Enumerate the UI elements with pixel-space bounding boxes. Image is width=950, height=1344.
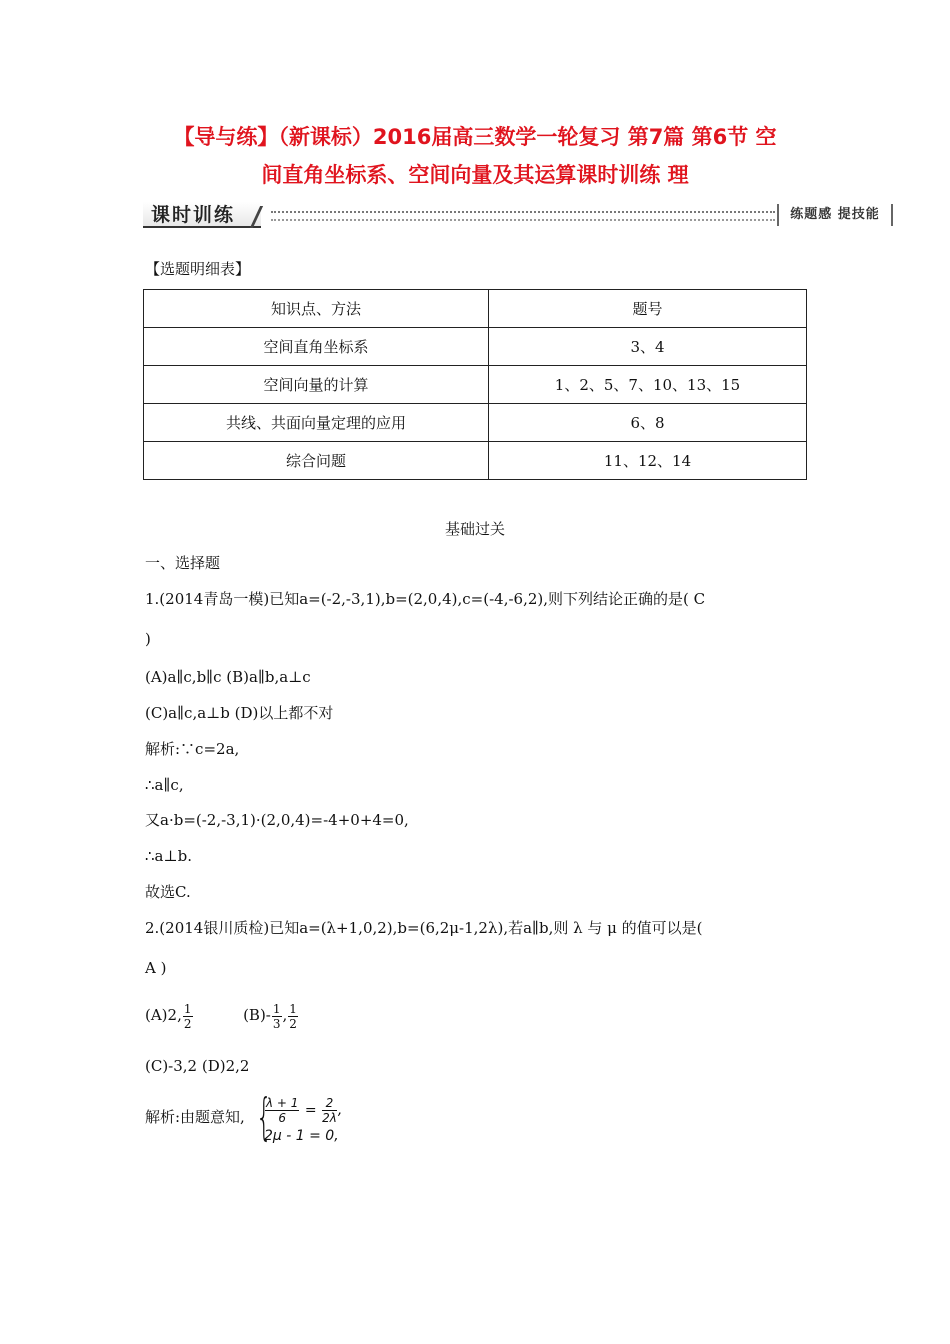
equation-fraction-right [322,1096,337,1125]
fraction-numerator: 1 [183,1001,192,1016]
fraction-denominator: 2 [183,1016,192,1031]
table-cell: 11、12、14 [489,442,807,480]
q2-stem-line-2: A ) [145,959,167,977]
part-title: 一、选择题 [145,554,221,572]
fraction-numerator: 1 [289,1001,297,1016]
table-cell: 共线、共面向量定理的应用 [144,404,489,442]
q1-solution-line: ∴a∥c, [145,776,184,794]
brace-symbol: { [256,1088,272,1146]
table-header-row [144,290,807,328]
equals-sign: = [304,1102,317,1119]
title-line-1: 【导与练】（新课标）2016届高三数学一轮复习 第7篇 第6节 空 [173,125,777,149]
q2-option-b-fraction-1 [272,1002,282,1031]
table-row [144,366,807,404]
table-cell: 1、2、5、7、10、13、15 [489,366,807,404]
q1-stem-line-1: 1.(2014青岛一模)已知a=(-2,-3,1),b=(2,0,4),c=(-4,-6,2),则下列结论正确的是( C [145,590,706,608]
q2-option-b-prefix: (B)- [243,1006,271,1024]
banner-label: 课时训练 [143,202,261,228]
topic-table [143,289,807,480]
fraction-numerator: 1 [272,1001,281,1016]
q2-solution-prefix: 解析:由题意知, [145,1108,245,1126]
q2-stem-line-1: 2.(2014银川质检)已知a=(λ+1,0,2),b=(6,2μ-1,2λ),若a∥b,则 λ 与 μ 的值可以是( [145,919,703,937]
q1-stem-line-2: ) [145,630,151,648]
equation-fraction-left [265,1096,299,1125]
banner-divider [271,211,775,221]
table-cell: 6、8 [489,404,807,442]
fraction-denominator: 2λ [322,1111,337,1125]
fraction-denominator: 2 [289,1016,297,1031]
table-cell: 综合问题 [144,442,489,480]
table-cell: 空间直角坐标系 [144,328,489,366]
equation-line-1: $\frac{\lambda + 1}{6}$ = $\frac{2}{2\lambda}$ , [266,1096,343,1125]
table-header-cell: 知识点、方法 [144,290,489,328]
table-cell: 空间向量的计算 [144,366,489,404]
fraction-numerator: 2 [322,1096,337,1111]
fraction-denominator: 6 [278,1111,287,1125]
section-banner [143,200,893,230]
section-title: 基础过关 [444,520,505,538]
q2-option-a-prefix: (A)2, [145,1006,182,1024]
q2-option-b-fraction-2 [288,1002,298,1031]
equation-line-2: 2μ - 1 = 0, [264,1128,339,1144]
table-header-cell: 题号 [489,290,807,328]
q2-options-line-2: (C)-3,2 (D)2,2 [145,1057,250,1075]
banner-tagline: 练题感 提技能 [777,204,893,226]
q2-option-a-fraction [183,1002,193,1031]
q1-solution-line: 故选C. [145,883,191,901]
q1-options-line-2: (C)a∥c,a⊥b (D)以上都不对 [145,704,334,722]
table-row [144,442,807,480]
table-row [144,328,807,366]
fraction-numerator: λ + 1 [266,1096,299,1110]
table-row [144,404,807,442]
q1-solution-line: ∴a⊥b. [145,847,192,865]
q2-options-line-1: (A)2, $\frac{1}{2}$ (B)- $\frac{1}{3}$ , $\frac{1}{2}$ [145,1001,297,1031]
document-title [120,118,830,194]
fraction-denominator: 3 [272,1016,281,1031]
q1-options-line-1: (A)a∥c,b∥c (B)a∥b,a⊥c [145,668,311,686]
table-cell: 3、4 [489,328,807,366]
q1-solution-line: 解析:∵c=2a, [145,740,240,758]
table-heading: 【选题明细表】 [145,260,251,278]
title-line-2: 间直角坐标系、空间向量及其运算课时训练 理 [261,163,689,187]
q1-solution-line: 又a·b=(-2,-3,1)·(2,0,4)=-4+0+4=0, [145,811,409,829]
